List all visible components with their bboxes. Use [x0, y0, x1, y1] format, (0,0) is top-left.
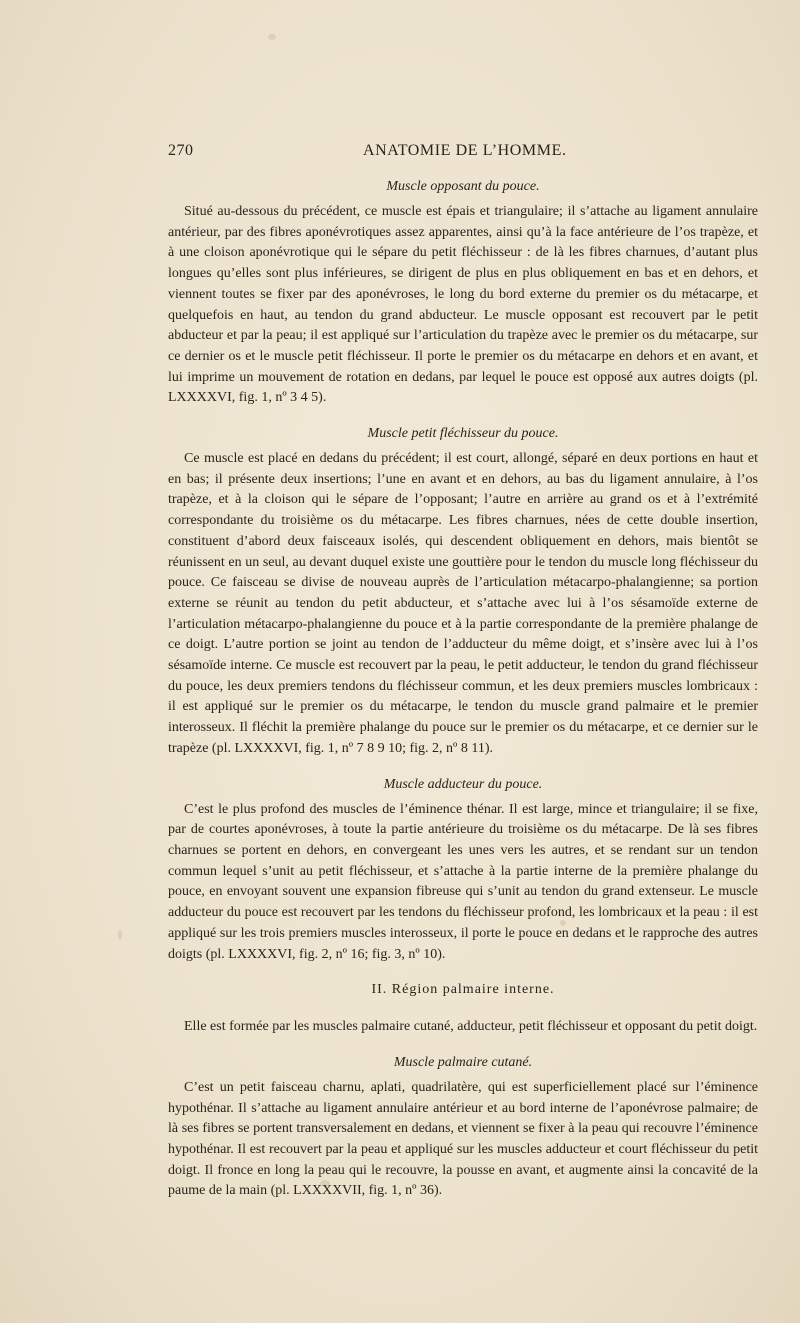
paragraph: C’est un petit faisceau charnu, aplati, quadrilatère, qui est superficiellement placé sur l’éminence hypothénar. Il s’attache au ligament annulaire antérieur et au bord interne de l’aponévrose palmaire; de là ses fibres se portent transversalement en dedans, et viennent se fixer à la peau qui recouvre l’éminence hypothénar. Il est recouvert par la peau et appliqué sur les muscles adducteur et court fléchisseur du petit doigt. Il fronce en long la peau qui le recouvre, la pousse en avant, et augmente ainsi la concavité de la paume de la main (pl. LXXXXVII, fig. 1, nº 36).: [168, 1079, 758, 1199]
section-heading: Muscle opposant du pouce.: [386, 179, 540, 194]
section-spacer: [168, 409, 758, 423]
paper-stain: [118, 930, 122, 940]
page-header: [168, 142, 758, 166]
paragraph: Elle est formée par les muscles palmaire cutané, adducteur, petit fléchisseur et opposant du petit doigt.: [184, 1019, 758, 1035]
paragraph: C’est le plus profond des muscles de l’éminence thénar. Il est large, mince et triangulaire; il se fixe, par de courtes aponévroses, à toute la partie antérieure du troisième os du métacarpe. De là ses fibres charnues se portent en dehors, en convergeant les unes vers les autres, et se rendant sur un tendon commun lequel s’unit au petit fléchisseur, et s’attache à la partie interne de la première phalange du pouce, en envoyant souvent une expansion fibreuse qui s’unit au tendon du grand extenseur. Le muscle adducteur du pouce est recouvert par les tendons du fléchisseur profond, les lombricaux et la peau : il est appliqué sur les trois premiers muscles interosseux, il porte le pouce en dedans et le rapproche des autres doigts (pl. LXXXXVI, fig. 2, nº 16; fig. 3, nº 10).: [168, 801, 758, 962]
running-title: ANATOMIE DE L’HOMME.: [363, 142, 567, 159]
section-heading: Muscle adducteur du pouce.: [383, 776, 543, 792]
section-spacer: [168, 760, 758, 774]
section-spacer: [168, 1005, 758, 1017]
paragraph: Situé au-dessous du précédent, ce muscle est épais et triangulaire; il s’attache au ligament annulaire antérieur, par des fibres aponévrotiques assez apparentes, ainsi qu’à la face antérieure de l’os trapèze, et à une cloison aponévrotique qui le sépare du petit fléchisseur : de là les fibres charnues, d’autant plus longues qu’elles sont plus inférieures, se dirigent de plus en plus obliquement en bas et en dehors, et viennent toutes se fixer par des aponévroses, le long du bord externe du premier os du métacarpe, et quelquefois en haut, au tendon du grand abducteur. Le muscle opposant est recouvert par le petit abducteur et par la peau; il est appliqué sur l’articulation du trapèze avec le premier os du métacarpe, sur ce dernier os et le muscle petit fléchisseur. Il porte le premier os du métacarpe en dehors et en avant, et lui imprime un mouvement de rotation en dedans, par lequel le pouce est opposé aux autres doigts (pl. LXXXXVI, fig. 1, nº 3 4 5).: [168, 204, 758, 406]
page-body: [168, 176, 758, 1202]
section-spacer: [168, 965, 758, 979]
region-heading: II. Région palmaire interne.: [371, 982, 555, 998]
section-heading: Muscle palmaire cutané.: [393, 1054, 533, 1070]
paragraph: Ce muscle est placé en dedans du précédent; il est court, allongé, séparé en deux portions en haut et en bas; il présente deux insertions; l’une en avant et en dehors, au bas du ligament annulaire, à l’os trapèze, et à la cloison qui le sépare de l’opposant; l’autre en arrière au grand os et à l’extrémité correspondante du troisième os du métacarpe. Les fibres charnues, nées de cette double insertion, constituent d’abord deux faisceaux isolés, qui descendent obliquement en dehors, mais bientôt se réunissent en un seul, au devant duquel existe une gouttière pour le tendon du muscle long fléchisseur du pouce. Ce faisceau se divise de nouveau auprès de l’articulation métacarpo-phalangienne; sa portion externe se réunit au tendon du petit abducteur, et s’attache avec lui à l’os sésamoïde externe de l’articulation métacarpo-phalangienne du pouce et à la partie correspondante de la première phalange de ce doigt. L’autre portion se joint au tendon de l’adducteur du même doigt, et s’insère avec lui à l’os sésamoïde interne. Ce muscle est recouvert par la peau, le petit adducteur, le tendon du grand fléchisseur du pouce, les deux premiers tendons du fléchisseur commun, et les deux premiers muscles lombricaux : il est appliqué sur le premier os du métacarpe, le tendon du muscle grand palmaire et le premier interosseux. Il fléchit la première phalange du pouce sur le premier os du métacarpe, et ce dernier sur le trapèze (pl. LXXXXVI, fig. 1, nº 7 8 9 10; fig. 2, nº 8 11).: [168, 451, 758, 756]
page-number: 270: [168, 142, 194, 159]
paper-stain: [268, 34, 276, 40]
section-heading: Muscle petit fléchisseur du pouce.: [367, 426, 559, 442]
section-spacer: [168, 1038, 758, 1052]
